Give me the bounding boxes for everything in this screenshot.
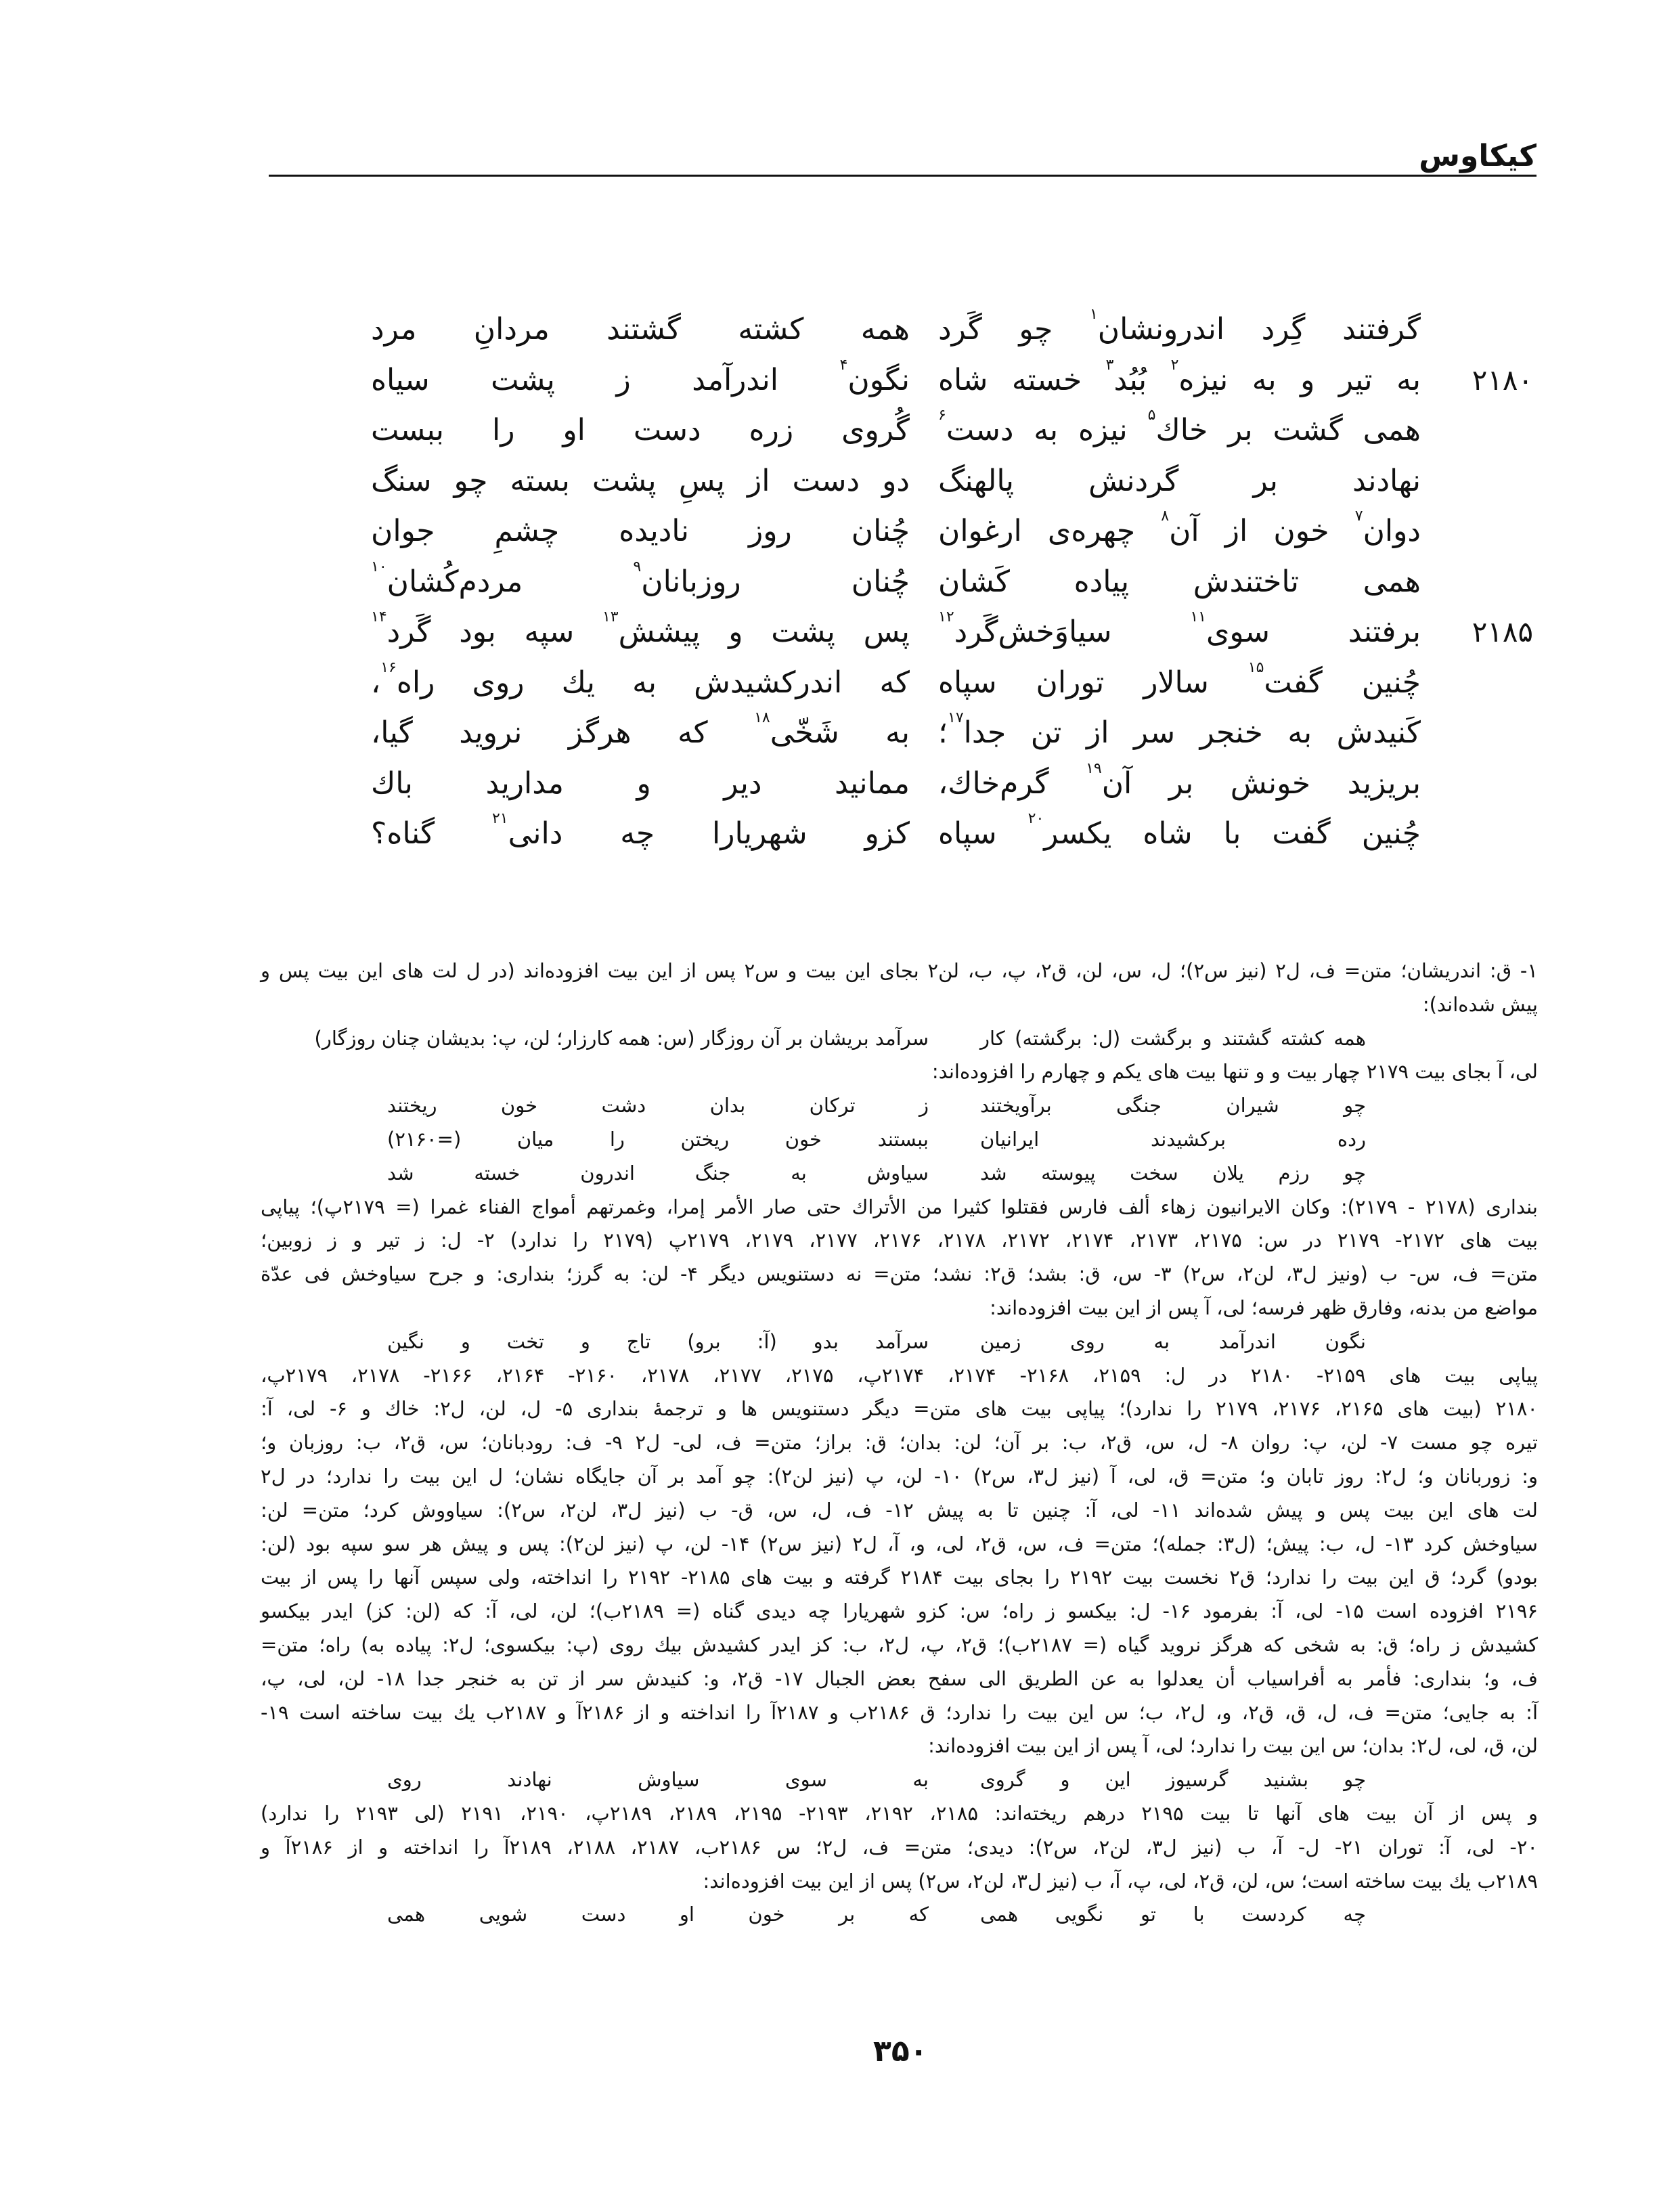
footnote-line	[261, 1831, 1538, 1863]
hemistich-text: مردم‌کُشان	[386, 564, 634, 599]
hemistich-text: گناه؟	[371, 816, 492, 851]
second-hemistich	[371, 557, 910, 607]
footnote-line	[261, 1696, 1538, 1729]
verse-row	[0, 658, 1680, 708]
footnote-ref: ۱۹	[1086, 759, 1102, 777]
second-hemistich	[371, 355, 910, 405]
hemistich-text: گرم‌خاك،	[938, 766, 1086, 801]
footnote-line	[261, 1224, 1538, 1256]
hemistich-text: سالار توران سپاه	[938, 665, 1248, 700]
hemistich-text: به شَخّی	[770, 715, 910, 750]
footnote-text: بنداری (۲۱۷۸ - ۲۱۷۹): وكان الايرانيون زهاء ألف فارس فقتلوا كثيرا من الأتراك حتى صار الأمر إمرا، وغمرتهم أمواج الفناء غمرا (= ۲۱۷۹پ)؛ پیاپی	[261, 1195, 1538, 1218]
hemistich-text: ممانید دیر و مدارید باك	[371, 766, 910, 801]
footnote-text: پیاپی بیت های ۲۱۵۹- ۲۱۸۰ در ل: ۲۱۵۹، ۲۱۶۸- ۲۱۷۴، ۲۱۷۴پ، ۲۱۷۵، ۲۱۷۷، ۲۱۷۸، ۲۱۶۰- ۲۱۶۴، ۲۱۶۶- ۲۱۷۸، ۲۱۷۹پ،	[261, 1363, 1539, 1387]
footnote-text: بودو) گرد؛ ق این بیت را ندارد؛ ق۲ نخست بیت ۲۱۹۲ را بجای بیت ۲۱۸۴ گرفته و بیت های ۲۱۸۵- ۲۱۹۲ را انداخته، ولی سپس آنها را پس از بیت	[261, 1566, 1539, 1589]
footnote-ref: ۱۳	[602, 609, 619, 625]
footnote-text: ۲۱۹۶ افزوده است ۱۵- لی، آ: بفرمود ۱۶- ل: بیکسو ز راه؛ س: کزو شهریارا چه دیدی گناه (= ۲۱۸۹ب)؛ لن، لی، آ: که (لن: کز) ایدر بیکسو	[261, 1599, 1539, 1623]
second-hemistich	[371, 456, 910, 506]
footnote-verse-first: نگون اندرآمد به روی زمین	[980, 1329, 1366, 1353]
second-hemistich	[371, 759, 910, 809]
footnote-verse-first: همه کشته گشتند و برگشت (ل: برگشته) کار	[980, 1026, 1366, 1050]
hemistich-text: ؛	[938, 715, 948, 750]
footnote-verse-second: که بر خون او دست شویی همی	[387, 1903, 929, 1926]
verse-row	[0, 405, 1680, 456]
second-hemistich	[371, 658, 910, 708]
footnote-ref: ۵	[1147, 407, 1156, 424]
verse-row	[0, 456, 1680, 506]
footnote-text: ۱- ق: اندریشان؛ متن= ف، ل۲ (نیز س۲)؛ ل، س، لن، ق۲، پ، ب، لن۲ بجای این بیت و س۲ پس از این بیت افزوده‌اند (در ل لت های این بیت پس و	[261, 959, 1538, 982]
footnote-ref: ۱۴	[371, 609, 387, 625]
second-hemistich	[371, 405, 910, 456]
footnote-text: و پس از آن بیت های آنها تا بیت ۲۱۹۵ درهم ریخته‌اند: ۲۱۸۵، ۲۱۹۲، ۲۱۹۳- ۲۱۹۵، ۲۱۸۹، ۲۱۸۹پ، ۲۱۹۰، ۲۱۹۱ (لی ۲۱۹۳ را ندارد)	[261, 1802, 1539, 1825]
footnote-line	[261, 1191, 1538, 1223]
hemistich-text: چو گَرد	[938, 312, 1090, 347]
first-hemistich	[938, 557, 1421, 607]
footnote-verse-first: چه کردست با تو نگویی همی	[980, 1903, 1366, 1926]
footnote-ref: ۷	[1354, 508, 1363, 525]
verse-row	[0, 557, 1680, 607]
footnote-ref: ۱۵	[1247, 659, 1264, 676]
footnote-verse	[261, 1325, 1538, 1358]
footnote-ref: ۱۰	[371, 558, 387, 575]
footnote-verse	[261, 1763, 1538, 1796]
footnote-ref: ۲۰	[1027, 810, 1044, 827]
footnote-text: آ: به جایی؛ متن= ف، ل، ق، ق۲، و، ل۲، ب؛ س این بیت را ندارد؛ ق ۲۱۸۶ب و ۲۱۸۷آ را انداخته و از ۲۱۸۶آ و ۲۱۸۷ب یك بیت ساخته است ۱۹-	[261, 1700, 1538, 1724]
footnote-line	[261, 1291, 1538, 1324]
footnote-line	[261, 1528, 1538, 1560]
hemistich-text: خون از آن	[1169, 514, 1355, 548]
footnote-text: ف، و؛ بنداری: فأمر به أفراسياب أن يعدلوا به عن الطريق الى سفح بعض الجبال ۱۷- ق۲، و: کنیدش سر از تن به خنجر جدا ۱۸- لن، لی، پ،	[261, 1666, 1539, 1690]
first-hemistich	[938, 607, 1421, 657]
footnote-text: پیش شده‌اند):	[1422, 992, 1538, 1016]
hemistich-text: نگون	[847, 362, 910, 397]
second-hemistich	[371, 809, 910, 859]
hemistich-text: دوان	[1363, 514, 1421, 548]
first-hemistich	[938, 506, 1421, 556]
hemistich-text: که اندرکشیدش به یك روی راه	[396, 665, 910, 700]
hemistich-text: اندرآمد ز پشت سیاه	[371, 362, 840, 397]
footnote-ref: ۲۱	[491, 810, 508, 827]
hemistich-text: همه کشته گشتند مردانِ مرد	[371, 312, 910, 347]
hemistich-text: نهادند بر گردنش پالهنگ	[938, 463, 1421, 498]
footnote-verse	[261, 1898, 1538, 1930]
footnote-ref: ۱۱	[1190, 609, 1206, 625]
page-number: ۳۵۰	[873, 2034, 928, 2069]
footnote-ref: ۱	[1089, 306, 1098, 323]
footnote-line	[261, 1055, 1538, 1088]
hemistich-text: چُنان روز نادیده چشمِ جوان	[371, 514, 910, 548]
footnote-ref: ۳	[1105, 356, 1114, 374]
hemistich-text: به تیر و به نیزه	[1178, 362, 1421, 397]
footnote-ref: ۱۸	[754, 709, 770, 726]
footnote-text: بیت های ۲۱۷۲- ۲۱۷۹ در س: ۲۱۷۵، ۲۱۷۳، ۲۱۷۴، ۲۱۷۲، ۲۱۷۸، ۲۱۷۶، ۲۱۷۷، ۲۱۷۹، ۲۱۷۹پ (۲۱۷۹ را ندارد) ۲- ل: ز تیر و ز زوبین؛	[261, 1229, 1539, 1252]
footnote-text: ۲۱۸۹ب یك بیت ساخته است؛ س، لن، ق۲، لی، پ، آ، ب (نیز ل۳، لن۲، س۲) پس از این بیت افزوده‌اند:	[703, 1869, 1538, 1893]
footnote-ref: ۱۷	[948, 709, 964, 726]
hemistich-text: سپاه	[938, 816, 1028, 851]
footnote-line	[261, 1797, 1538, 1830]
footnote-verse-second: سیاوش به جنگ اندرون خسته شد	[387, 1161, 929, 1185]
footnote-ref: ۴	[839, 356, 848, 374]
header-rule	[269, 175, 1537, 177]
hemistich-text: نیزه به دست	[946, 413, 1148, 447]
footnote-text: ۲۰- لی، آ: توران ۲۱- ل- آ، ب (نیز ل۳، لن۲، س۲): دیدی؛ متن= ف، ل۲؛ س ۲۱۸۶ب، ۲۱۸۷، ۲۱۸۸، ۲۱۸۹آ را انداخته و از ۲۱۸۶آ و	[261, 1835, 1539, 1859]
hemistich-text: چُنان روزبانان	[641, 564, 910, 599]
first-hemistich	[938, 759, 1421, 809]
first-hemistich	[938, 456, 1421, 506]
footnote-text: لت های این بیت پس و پیش شده‌اند ۱۱- لی، آ: چنین تا به پیش ۱۲- ف، ل، س، ق- ب (نیز ل۳، لن۲، س۲): سیاووش کرد؛ متن= لن:	[261, 1498, 1538, 1522]
footnote-verse-first: چو شیران جنگی برآویختند	[980, 1094, 1366, 1118]
verse-line-number: ۲۱۸۵	[1472, 615, 1533, 648]
hemistich-text: گُروی زره دست او را ببست	[371, 413, 910, 447]
footnote-line	[261, 1865, 1538, 1897]
footnote-line	[261, 988, 1538, 1021]
hemistich-text: دو دست از پسِ پشت بسته چو سنگ	[371, 463, 910, 498]
first-hemistich	[938, 305, 1421, 355]
first-hemistich	[938, 405, 1421, 456]
footnote-text: مواضع من بدنه، وفارق ظهر فرسه؛ لی، آ پس از این بیت افزوده‌اند:	[990, 1296, 1538, 1319]
hemistich-text: بُبُد	[1113, 362, 1171, 397]
verse-row	[0, 506, 1680, 556]
footnote-verse-first: چو بشنید گرسیوز این و گروی	[980, 1768, 1366, 1792]
hemistich-text: پس پشت و پیشش	[618, 615, 910, 649]
footnote-line	[261, 1426, 1538, 1459]
footnote-verse	[261, 1157, 1538, 1189]
verse-row	[0, 759, 1680, 809]
second-hemistich	[371, 305, 910, 355]
first-hemistich	[938, 355, 1421, 405]
hemistich-text: خسته شاه	[938, 362, 1106, 397]
footnote-ref: ۸	[1161, 508, 1170, 525]
footnote-verse-second: به سوی سیاوش نهادند روی	[387, 1768, 929, 1792]
hemistich-text: که هرگز نروید گیا،	[371, 715, 755, 750]
verse-row	[0, 708, 1680, 758]
footnote-line	[261, 1729, 1538, 1762]
footnote-text: کشیدش ز راه؛ ق: به شخی که هرگز نروید گیاه (= ۲۱۸۷ب)؛ ق۲، پ، ل۲، ب: کز ایدر کشیدش بیك روی (پ: بیکسوی؛ ل۲: پیاده به) راه؛ متن=	[261, 1633, 1538, 1656]
first-hemistich	[938, 809, 1421, 859]
hemistich-text: همی گشت بر خاك	[1155, 413, 1421, 447]
footnote-line	[261, 954, 1538, 987]
footnote-verse	[261, 1089, 1538, 1122]
hemistich-text: همی تاختندش پیاده کَشان	[938, 564, 1421, 599]
footnote-verse-second: سرآمد بریشان بر آن روزگار (س: همه کارزار؛ لن، پ: بدیشان چنان روزگار)	[314, 1026, 929, 1050]
verse-row	[0, 355, 1680, 405]
hemistich-text: کزو شهریارا چه دانی	[508, 816, 910, 851]
footnote-text: لی، آ بجای بیت ۲۱۷۹ چهار بیت و و تنها بیت های یکم و چهارم را افزوده‌اند:	[931, 1060, 1538, 1084]
hemistich-text: ،	[371, 665, 381, 700]
hemistich-text: سپه بود گَرد	[386, 615, 602, 649]
footnote-ref: ۲	[1170, 356, 1179, 374]
hemistich-text: چُنین گفت	[1264, 665, 1421, 700]
footnote-line	[261, 1595, 1538, 1627]
footnote-text: ۲۱۸۰ (بیت های ۲۱۶۵، ۲۱۷۶، ۲۱۷۹ را ندارد)؛ پیاپی بیت های متن= دیگر دستنویس ها و ترجمهٔ بنداری ۵- ل، لن، ل۲: خاك و ۶- لی، آ:	[261, 1397, 1538, 1421]
hemistich-text: چُنین گفت با شاه یکسر	[1044, 816, 1421, 851]
footnote-text: سیاوخش کرد ۱۳- ل، ب: پیش؛ (ل۳: جمله)؛ متن= ف، س، ق۲، لی، و، آ، ل۲ (نیز س۲) ۱۴- لن، پ (نیز لن۲): پس و پیش هر سو سپه بود (لن:	[261, 1532, 1538, 1555]
footnote-verse-second: سرآمد بدو (آ: برو) تاج و تخت و نگین	[387, 1329, 929, 1353]
footnote-verse-first: چو رزم یلان سخت پیوسته شد	[980, 1161, 1366, 1185]
footnote-line	[261, 1392, 1538, 1425]
verse-row	[0, 607, 1680, 657]
footnote-verse	[261, 1123, 1538, 1155]
hemistich-text: سیاوَخش‌گَرد	[954, 615, 1191, 649]
footnote-ref: ۱۶	[380, 659, 397, 676]
first-hemistich	[938, 658, 1421, 708]
footnote-text: متن= ف، س- ب (ونیز ل۳، لن۲، س۲) ۳- س، ق: بشد؛ ق۲: نشد؛ متن= نه دستنویس دیگر ۴- لن: به گرز؛ بنداری: و جرح سیاوخش فی عدّة	[261, 1262, 1538, 1286]
verse-row	[0, 809, 1680, 859]
footnote-line	[261, 1359, 1538, 1392]
footnote-line	[261, 1494, 1538, 1526]
hemistich-text: چهره‌ی ارغوان	[938, 514, 1162, 548]
footnote-line	[261, 1662, 1538, 1695]
hemistich-text: بریزید خونش بر آن	[1101, 766, 1421, 801]
second-hemistich	[371, 506, 910, 556]
footnote-ref: ۶	[938, 407, 946, 424]
second-hemistich	[371, 607, 910, 657]
verse-line-number: ۲۱۸۰	[1472, 363, 1533, 397]
footnote-line	[261, 1460, 1538, 1492]
second-hemistich	[371, 708, 910, 758]
footnote-text: لن، ق، لی، ل۲: بدان؛ س این بیت را ندارد؛ لی، آ پس از این بیت افزوده‌اند:	[928, 1734, 1538, 1758]
footnote-ref: ۱۲	[938, 609, 954, 625]
hemistich-text: گرفتند گِرد اندرونشان	[1097, 312, 1421, 347]
verse-row	[0, 305, 1680, 355]
first-hemistich	[938, 708, 1421, 758]
footnote-line	[261, 1258, 1538, 1290]
footnote-ref: ۹	[633, 558, 642, 575]
footnote-verse-second: ز ترکان بدان دشت خون ریختند	[387, 1094, 929, 1118]
footnote-text: تیره چو مست ۷- لن، پ: روان ۸- ل، س، ق۲، ب: بر آن؛ لن: بدان؛ ق: براز؛ متن= ف، لی- ل۲ ۹- ف: رودبانان؛ س، ق۲، ب: روزبان و؛	[261, 1431, 1538, 1455]
footnote-verse	[261, 1022, 1538, 1055]
footnote-verse-second: ببستند خون ریختن را میان (=۲۱۶۰)	[387, 1128, 929, 1151]
hemistich-text: کَنیدش به خنجر سر از تن جدا	[963, 715, 1421, 750]
hemistich-text: برفتند سوی	[1206, 615, 1421, 649]
footnote-line	[261, 1629, 1538, 1661]
footnote-line	[261, 1561, 1538, 1593]
footnote-verse-first: رده برکشیدند ایرانیان	[980, 1128, 1366, 1151]
footnote-text: و: زوربانان و؛ ل۲: روز تابان و؛ متن= ق، لی، آ (نیز ل۳، س۲) ۱۰- لن، پ (نیز لن۲): چو آمد بر آن جایگاه نشان؛ ل این بیت را ندارد؛ در ل۲	[261, 1465, 1538, 1488]
running-header-title: کیکاوس	[1419, 139, 1537, 173]
